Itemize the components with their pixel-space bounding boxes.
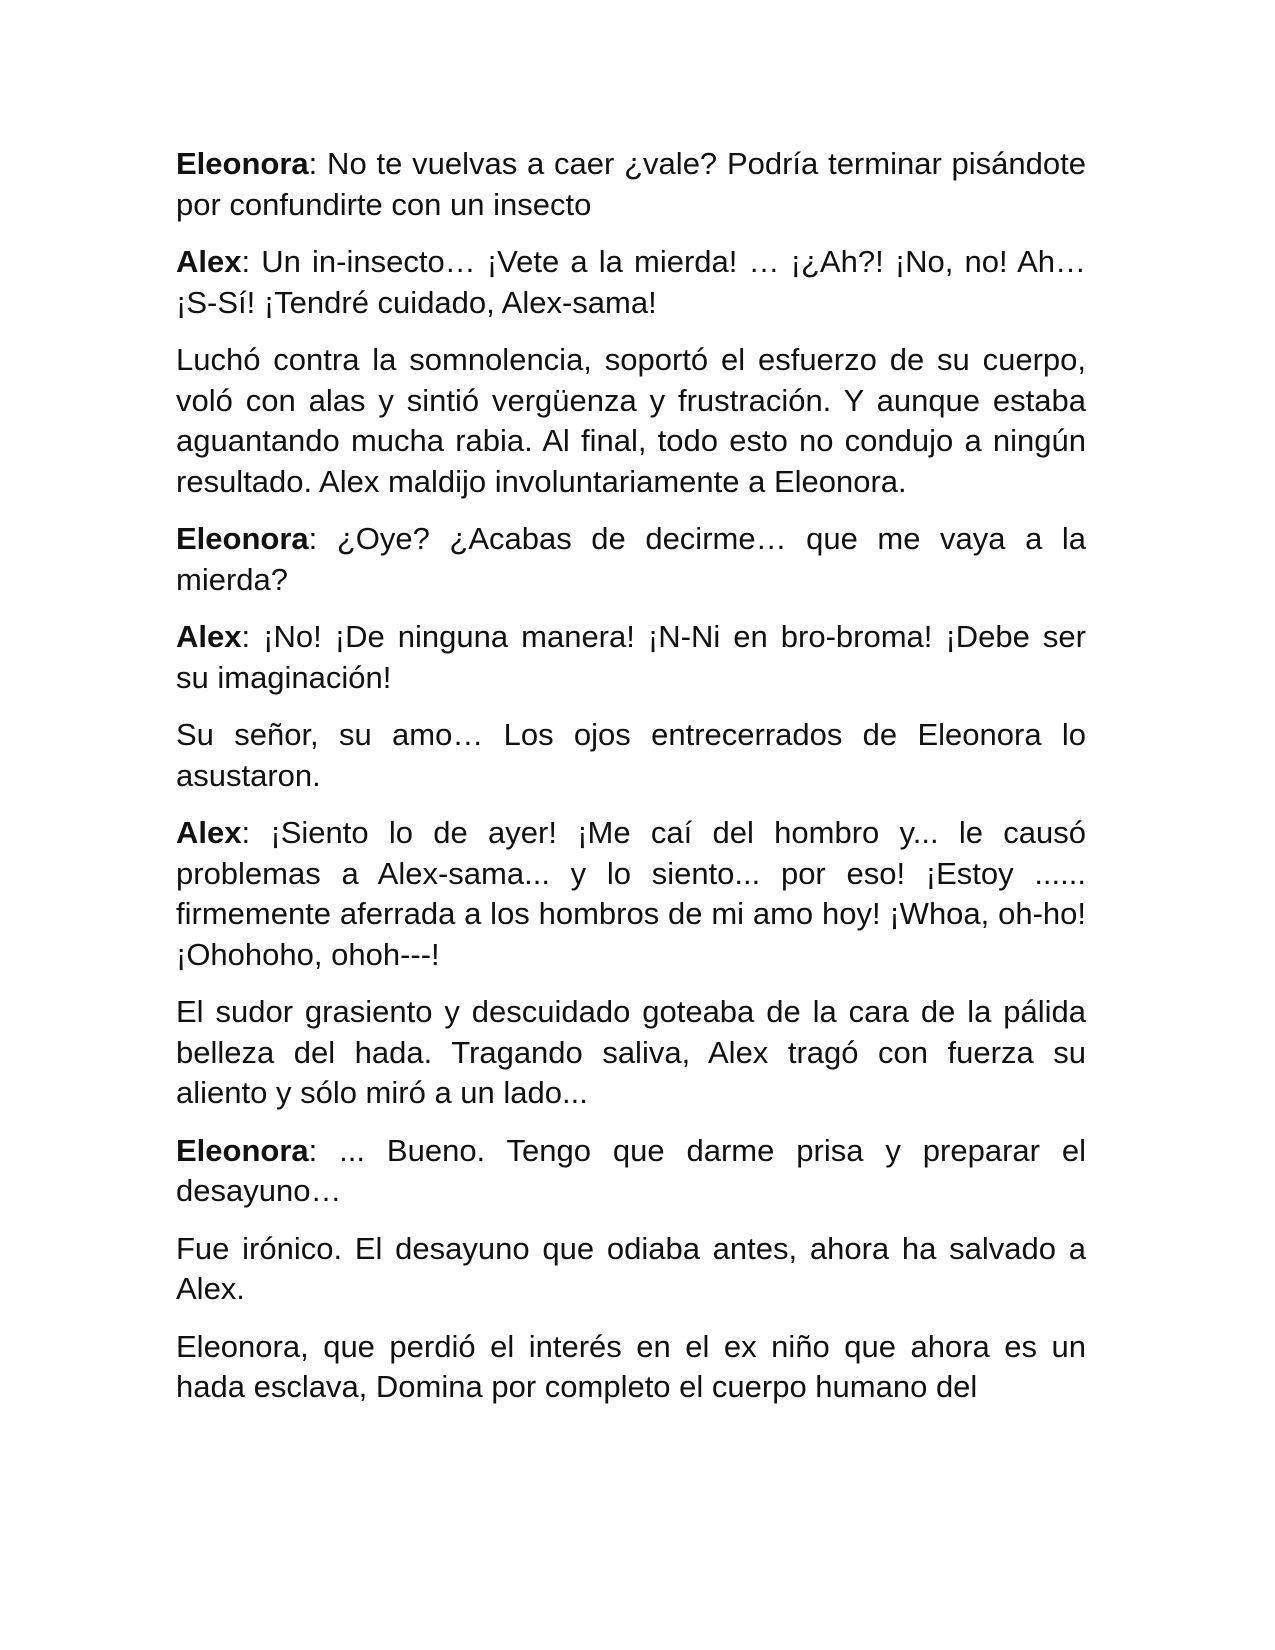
narration-text: Su señor, su amo… Los ojos entrecerrados de Eleonora lo asustaron. bbox=[176, 717, 1086, 793]
narration-paragraph bbox=[176, 1327, 1086, 1408]
speaker-name: Eleonora bbox=[176, 1132, 309, 1168]
narration-paragraph bbox=[176, 715, 1086, 796]
dialogue-paragraph bbox=[176, 813, 1086, 975]
speaker-name: Eleonora bbox=[176, 146, 309, 181]
dialogue-text: : ¿Oye? ¿Acabas de decirme… que me vaya a la mierda? bbox=[176, 521, 1086, 597]
narration-paragraph bbox=[176, 1229, 1086, 1310]
dialogue-text: : Un in-insecto… ¡Vete a la mierda! … ¡¿Ah?! ¡No, no! Ah… ¡S-Sí! ¡Tendré cuidado, Alex-sama! bbox=[176, 244, 1086, 320]
narration-text: Luchó contra la somnolencia, soportó el esfuerzo de su cuerpo, voló con alas y sintió vergüenza y frustración. Y aunque estaba aguantando mucha rabia. Al final, todo esto no condujo a ningún resultado. Alex maldijo involuntariamente a Eleonora. bbox=[176, 342, 1086, 499]
dialogue-paragraph bbox=[176, 617, 1086, 698]
dialogue-text: : ¡Siento lo de ayer! ¡Me caí del hombro y... le causó problemas a Alex-sama... y lo siento... por eso! ¡Estoy ...... firmemente aferrada a los hombros de mi amo hoy! ¡Whoa, oh-ho! ¡Ohohoho, ohoh---! bbox=[176, 815, 1086, 972]
speaker-name: Eleonora bbox=[176, 521, 309, 556]
dialogue-text: : ... Bueno. Tengo que darme prisa y preparar el desayuno… bbox=[176, 1132, 1086, 1208]
narration-text: Fue irónico. El desayuno que odiaba antes, ahora ha salvado a Alex. bbox=[176, 1230, 1086, 1306]
speaker-name: Alex bbox=[176, 619, 242, 654]
speaker-name: Alex bbox=[176, 244, 242, 279]
narration-paragraph bbox=[176, 340, 1086, 502]
dialogue-text: : ¡No! ¡De ninguna manera! ¡N-Ni en bro-broma! ¡Debe ser su imaginación! bbox=[176, 619, 1086, 695]
document-page bbox=[176, 144, 1086, 1425]
dialogue-text: : No te vuelvas a caer ¿vale? Podría terminar pisándote por confundirte con un insecto bbox=[176, 146, 1086, 222]
dialogue-paragraph bbox=[176, 144, 1086, 225]
dialogue-paragraph bbox=[176, 1131, 1086, 1212]
dialogue-paragraph bbox=[176, 519, 1086, 600]
narration-text: El sudor grasiento y descuidado goteaba de la cara de la pálida belleza del hada. Tragando saliva, Alex tragó con fuerza su aliento y sólo miró a un lado... bbox=[176, 994, 1086, 1110]
speaker-name: Alex bbox=[176, 815, 242, 850]
narration-text: Eleonora, que perdió el interés en el ex niño que ahora es un hada esclava, Domina por completo el cuerpo humano del bbox=[176, 1328, 1086, 1404]
dialogue-paragraph bbox=[176, 242, 1086, 323]
narration-paragraph bbox=[176, 992, 1086, 1114]
